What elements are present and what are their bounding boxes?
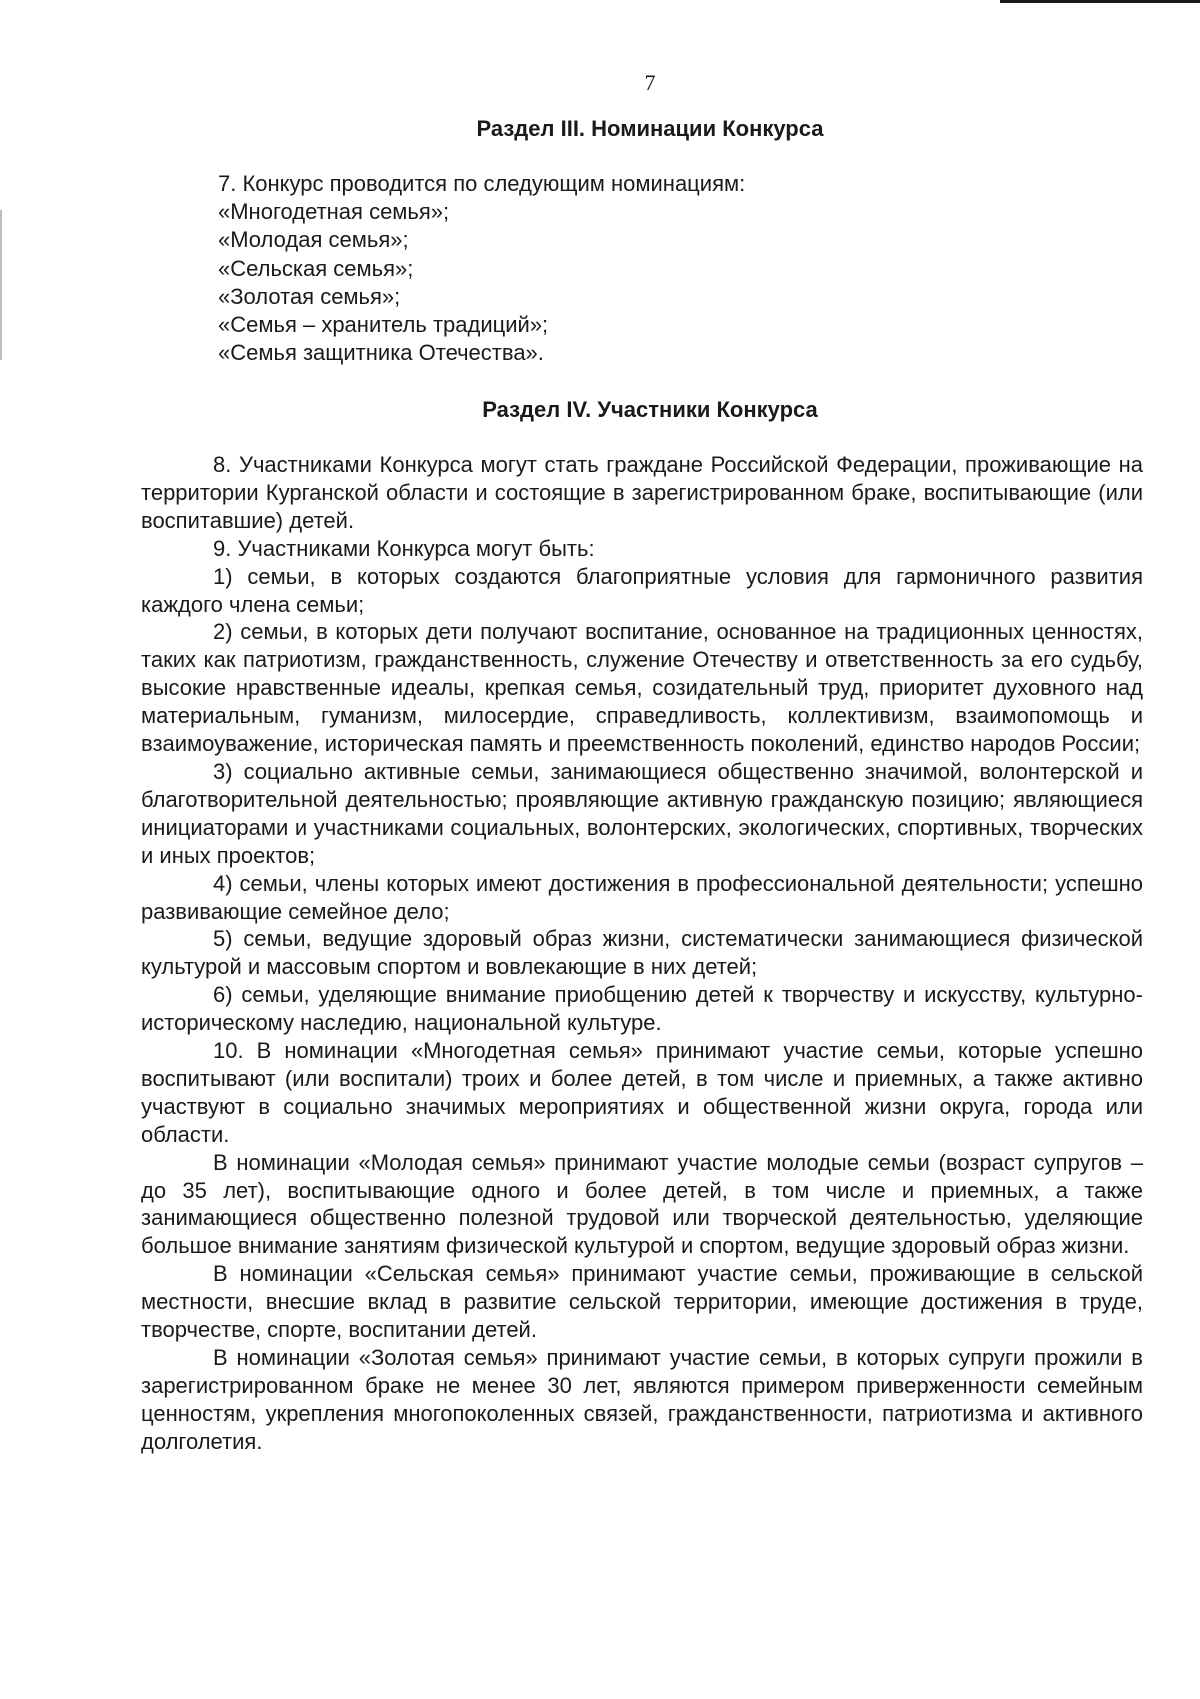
nomination-item: «Молодая семья»; [218,227,409,253]
section-4-heading: Раздел IV. Участники Конкурса [482,397,818,422]
paragraph: 3) социально активные семьи, занимающиеся общественно значимой, волонтерской и благотворительной деятельностью; проявляющие активную гражданскую позицию; являющиеся инициаторами и участниками социальных, волонтерских, экологических, спортивных, творческих и иных проектов; [141,758,1143,868]
nomination-item: «Семья – хранитель традиций»; [218,312,549,338]
page-number: 7 [644,70,656,95]
paragraph: 10. В номинации «Многодетная семья» принимают участие семьи, которые успешно воспитывают (или воспитали) троих и более детей, в том числе и приемных, а также активно участвуют в социально значимых мероприятиях и общественной жизни округа, города или области. [141,1038,1143,1147]
paragraph: 1) семьи, в которых создаются благоприятные условия для гармоничного развития каждого члена семьи; [141,563,1143,617]
paragraph: В номинации «Молодая семья» принимают участие молодые семьи (возраст супругов – до 35 лет), воспитывающие одного и более детей, в том числе и приемных, а также занимающиеся общественно полезной трудовой или творческой деятельностью, уделяющие большое внимание занятиям физической культурой и спортом, ведущие здоровый образ жизни. [141,1149,1143,1259]
nomination-item: «Семья защитника Отечества». [218,340,544,366]
paragraph: В номинации «Сельская семья» принимают участие семьи, проживающие в сельской местности, внесшие вклад в развитие сельской территории, имеющие достижения в труде, творчестве, спорте, воспитании детей. [141,1261,1143,1343]
section-4-body [141,451,1143,1456]
nominations-intro: 7. Конкурс проводится по следующим номинациям: [218,171,746,196]
paragraph: 2) семьи, в которых дети получают воспитание, основанное на традиционных ценностях, таких как патриотизм, гражданственность, служение Отечеству и ответственность за его судьбу, высокие нравственные идеалы, крепкая семья, созидательный труд, приоритет духовного над материальным, гуманизм, милосердие, справедливость, коллективизм, взаимопомощь и взаимоуважение, историческая память и преемственность поколений, единство народов России; [141,619,1143,757]
section-3-heading: Раздел III. Номинации Конкурса [476,116,824,141]
nomination-item: «Сельская семья»; [218,255,414,281]
paragraph: 5) семьи, ведущие здоровый образ жизни, систематически занимающиеся физической культурой и массовым спортом и вовлекающие в них детей; [141,926,1143,980]
paragraph: 4) семьи, члены которых имеют достижения в профессиональной деятельности; успешно развивающие семейное дело; [141,870,1143,924]
nomination-item: «Многодетная семья»; [218,199,450,225]
paragraph: В номинации «Золотая семья» принимают участие семьи, в которых супруги прожили в зарегистрированном браке не менее 30 лет, являются примером приверженности семейным ценностям, укрепления многопоколенных связей, гражданственности, патриотизма и активного долголетия. [141,1345,1143,1454]
nomination-item: «Золотая семья»; [218,283,401,309]
paragraph: 8. Участниками Конкурса могут стать граждане Российской Федерации, проживающие на территории Курганской области и состоящие в зарегистрированном браке, воспитывающие (или воспитавшие) детей. [141,452,1143,533]
nominations-list [218,170,1118,367]
paragraph: 6) семьи, уделяющие внимание приобщению детей к творчеству и искусству, культурно-историческому наследию, национальной культуре. [141,982,1143,1036]
paragraph: 9. Участниками Конкурса могут быть: [213,535,595,561]
scan-edge-left [0,210,2,360]
scan-edge-top [1000,0,1200,3]
